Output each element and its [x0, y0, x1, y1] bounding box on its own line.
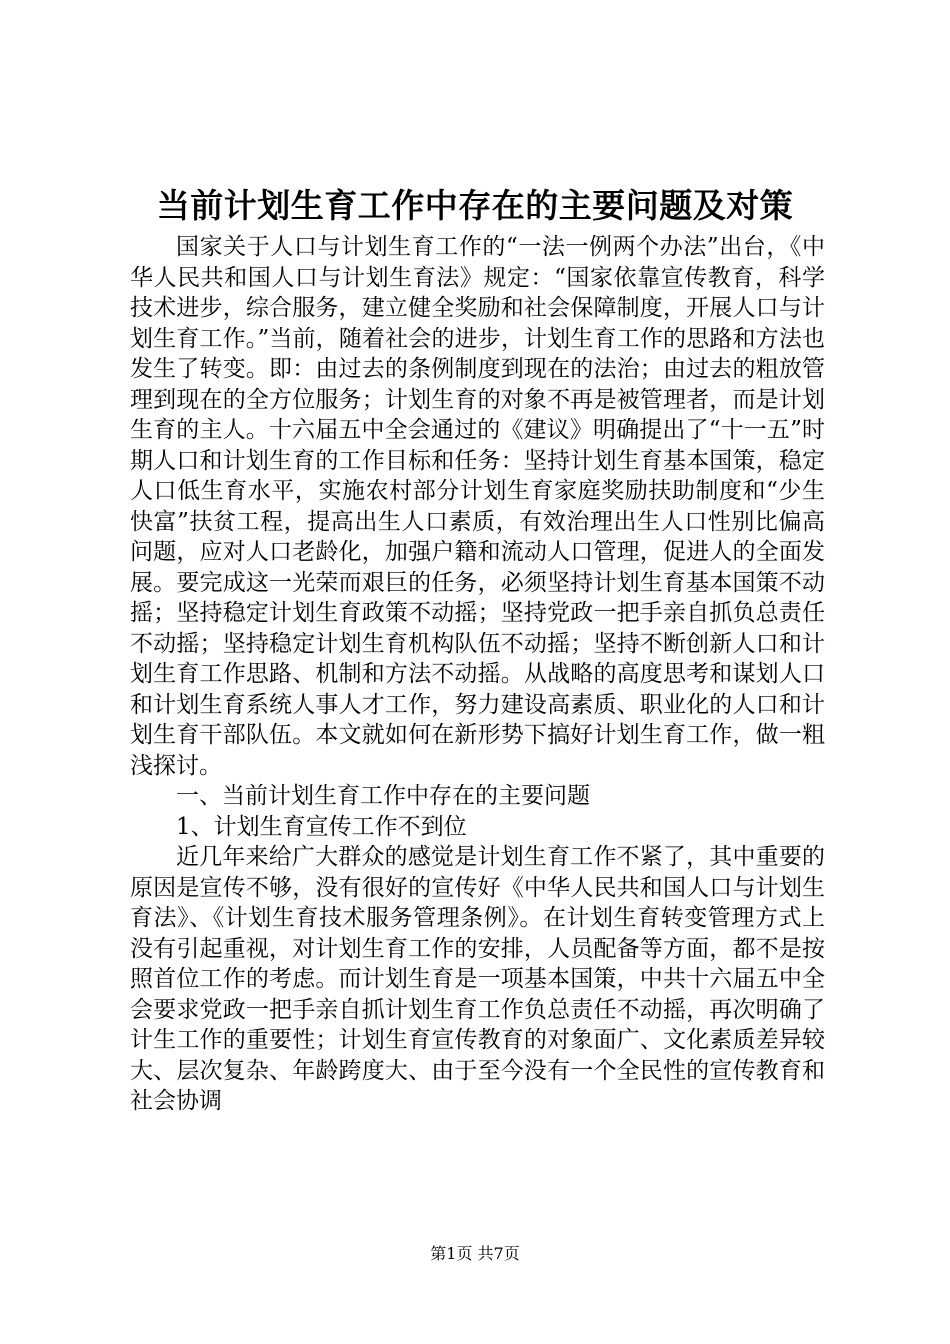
document-title: 当前计划生育工作中存在的主要问题及对策 [156, 186, 794, 225]
intro-paragraph: 国家关于人口与计划生育工作的“一法一例两个办法”出台，《中华人民共和国人口与计划生育法》规定：“国家依靠宣传教育，科学技术进步，综合服务，建立健全奖励和社会保障制度，开展人口与计划生育工作。”当前，随着社会的进步，计划生育工作的思路和方法也发生了转变。即：由过去的条例制度到现在的法治；由过去的粗放管理到现在的全方位服务；计划生育的对象不再是被管理者，而是计划生育的主人。十六届五中全会通过的《建议》明确提出了“十一五”时期人口和计划生育的工作目标和任务：坚持计划生育基本国策，稳定人口低生育水平，实施农村部分计划生育家庭奖励扶助制度和“少生快富”扶贫工程，提高出生人口素质，有效治理出生人口性别比偏高问题，应对人口老龄化，加强户籍和流动人口管理，促进人的全面发展。要完成这一光荣而艰巨的任务，必须坚持计划生育基本国策不动摇；坚持稳定计划生育政策不动摇；坚持党政一把手亲自抓负总责任不动摇；坚持稳定计划生育机构队伍不动摇；坚持不断创新人口和计划生育工作思路、机制和方法不动摇。从战略的高度思考和谋划人口和计划生育系统人事人才工作，努力建设高素质、职业化的人口和计划生育干部队伍。本文就如何在新形势下搞好计划生育工作，做一粗浅探讨。 [130, 234, 825, 779]
page-number: 第1页 共7页 [430, 1244, 520, 1263]
section-heading: 一、当前计划生育工作中存在的主要问题 [176, 783, 590, 809]
subsection-heading: 1、计划生育宣传工作不到位 [176, 813, 467, 840]
document-body [130, 232, 825, 1117]
body-paragraph: 近几年来给广大群众的感觉是计划生育工作不紧了，其中重要的原因是宣传不够，没有很好的宣传好《中华人民共和国人口与计划生育法》、《计划生育技术服务管理条例》。在计划生育转变管理方式上没有引起重视，对计划生育工作的安排，人员配备等方面，都不是按照首位工作的考虑。而计划生育是一项基本国策，中共十六届五中全会要求党政一把手亲自抓计划生育工作负总责任不动摇，再次明确了计生工作的重要性；计划生育宣传教育的对象面广、文化素质差异较大、层次复杂、年龄跨度大、由于至今没有一个全民性的宣传教育和社会协调 [130, 844, 825, 1114]
